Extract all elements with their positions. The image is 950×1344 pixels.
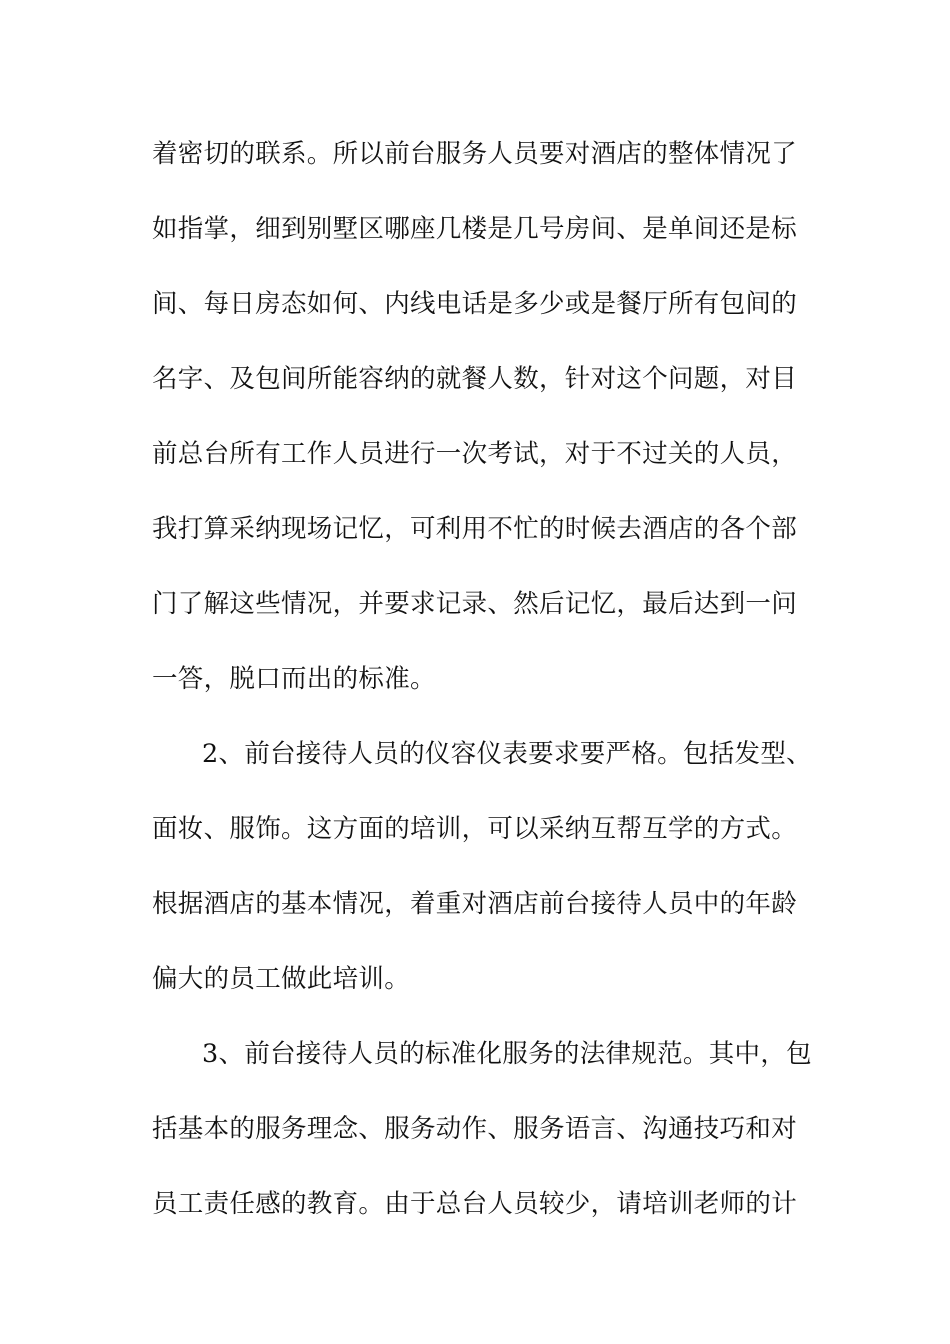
- paragraph-start-line: 2、前台接待人员的仪容仪表要求要严格。包括发型、: [202, 739, 812, 769]
- text-line: 面妆、服饰。这方面的培训，可以采纳互帮互学的方式。: [152, 814, 798, 844]
- text-line: 间、每日房态如何、内线电话是多少或是餐厅所有包间的: [152, 289, 798, 319]
- text-line: 括基本的服务理念、服务动作、服务语言、沟通技巧和对: [152, 1114, 798, 1144]
- text-line: 如指掌，细到别墅区哪座几楼是几号房间、是单间还是标: [152, 214, 798, 244]
- paragraph-start-line: 3、前台接待人员的标准化服务的法律规范。其中，包: [202, 1039, 812, 1069]
- text-line: 我打算采纳现场记忆，可利用不忙的时候去酒店的各个部: [152, 514, 798, 544]
- text-line: 一答，脱口而出的标准。: [152, 664, 436, 694]
- text-line: 名字、及包间所能容纳的就餐人数，针对这个问题，对目: [152, 364, 798, 394]
- text-line: 门了解这些情况，并要求记录、然后记忆，最后达到一问: [152, 589, 798, 619]
- text-line: 偏大的员工做此培训。: [152, 964, 411, 994]
- text-line: 前总台所有工作人员进行一次考试，对于不过关的人员，: [152, 439, 798, 469]
- text-line: 着密切的联系。所以前台服务人员要对酒店的整体情况了: [152, 139, 798, 169]
- text-line: 根据酒店的基本情况，着重对酒店前台接待人员中的年龄: [152, 889, 798, 919]
- text-line: 员工责任感的教育。由于总台人员较少，请培训老师的计: [152, 1189, 798, 1219]
